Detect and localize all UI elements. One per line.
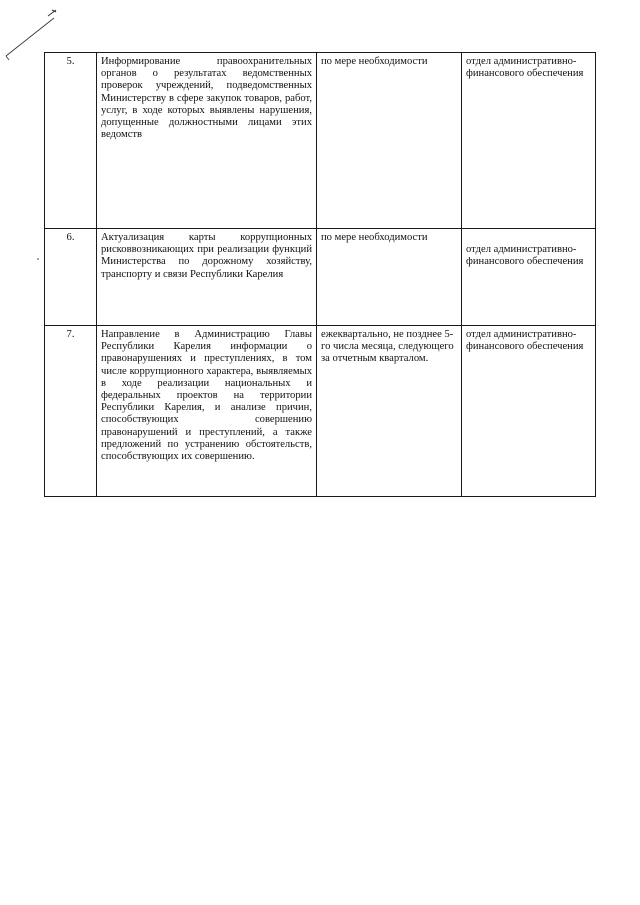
measures-table <box>44 52 596 497</box>
row-number: 6. <box>45 229 97 326</box>
measure-text: Информирование правоохранительных органов о результатах ведомственных проверок учреждений, подведомственных Министерству в сфере закупок товаров, работ, услуг, в ходе которых выявлены нарушения, допущенные должностными лицами этих ведомств <box>97 53 317 229</box>
deadline-text: по мере необходимости <box>317 53 462 229</box>
deadline-text: по мере необходимости <box>317 229 462 326</box>
responsible-cell <box>462 229 596 326</box>
responsible-text: отдел административно-финансового обеспечения <box>462 326 596 497</box>
responsible-text: отдел административно-финансового обеспечения <box>466 244 584 268</box>
table-row <box>45 229 596 326</box>
scan-dot <box>37 258 39 260</box>
table-row <box>45 53 596 229</box>
row-number: 7. <box>45 326 97 497</box>
row-number: 5. <box>45 53 97 229</box>
deadline-text: ежеквартально, не позднее 5-го числа месяца, следующего за отчетным кварталом. <box>317 326 462 497</box>
table-row <box>45 326 596 497</box>
measure-text: Направление в Администрацию Главы Республики Карелия информации о правонарушениях и преступлениях, в том числе коррупционного характера, выявляемых в ходе реализации национальных и федеральных проектов на территории Республики Карелия, и анализе причин, способствующих совершению правонарушений и преступлений, а также предложений по устранению обстоятельств, способствующих их совершению. <box>97 326 317 497</box>
measure-text: Актуализация карты коррупционных рисковвозникающих при реализации функций Министерства по дорожному хозяйству, транспорту и связи Республики Карелия <box>97 229 317 326</box>
responsible-text: отдел административно-финансового обеспечения <box>462 53 596 229</box>
